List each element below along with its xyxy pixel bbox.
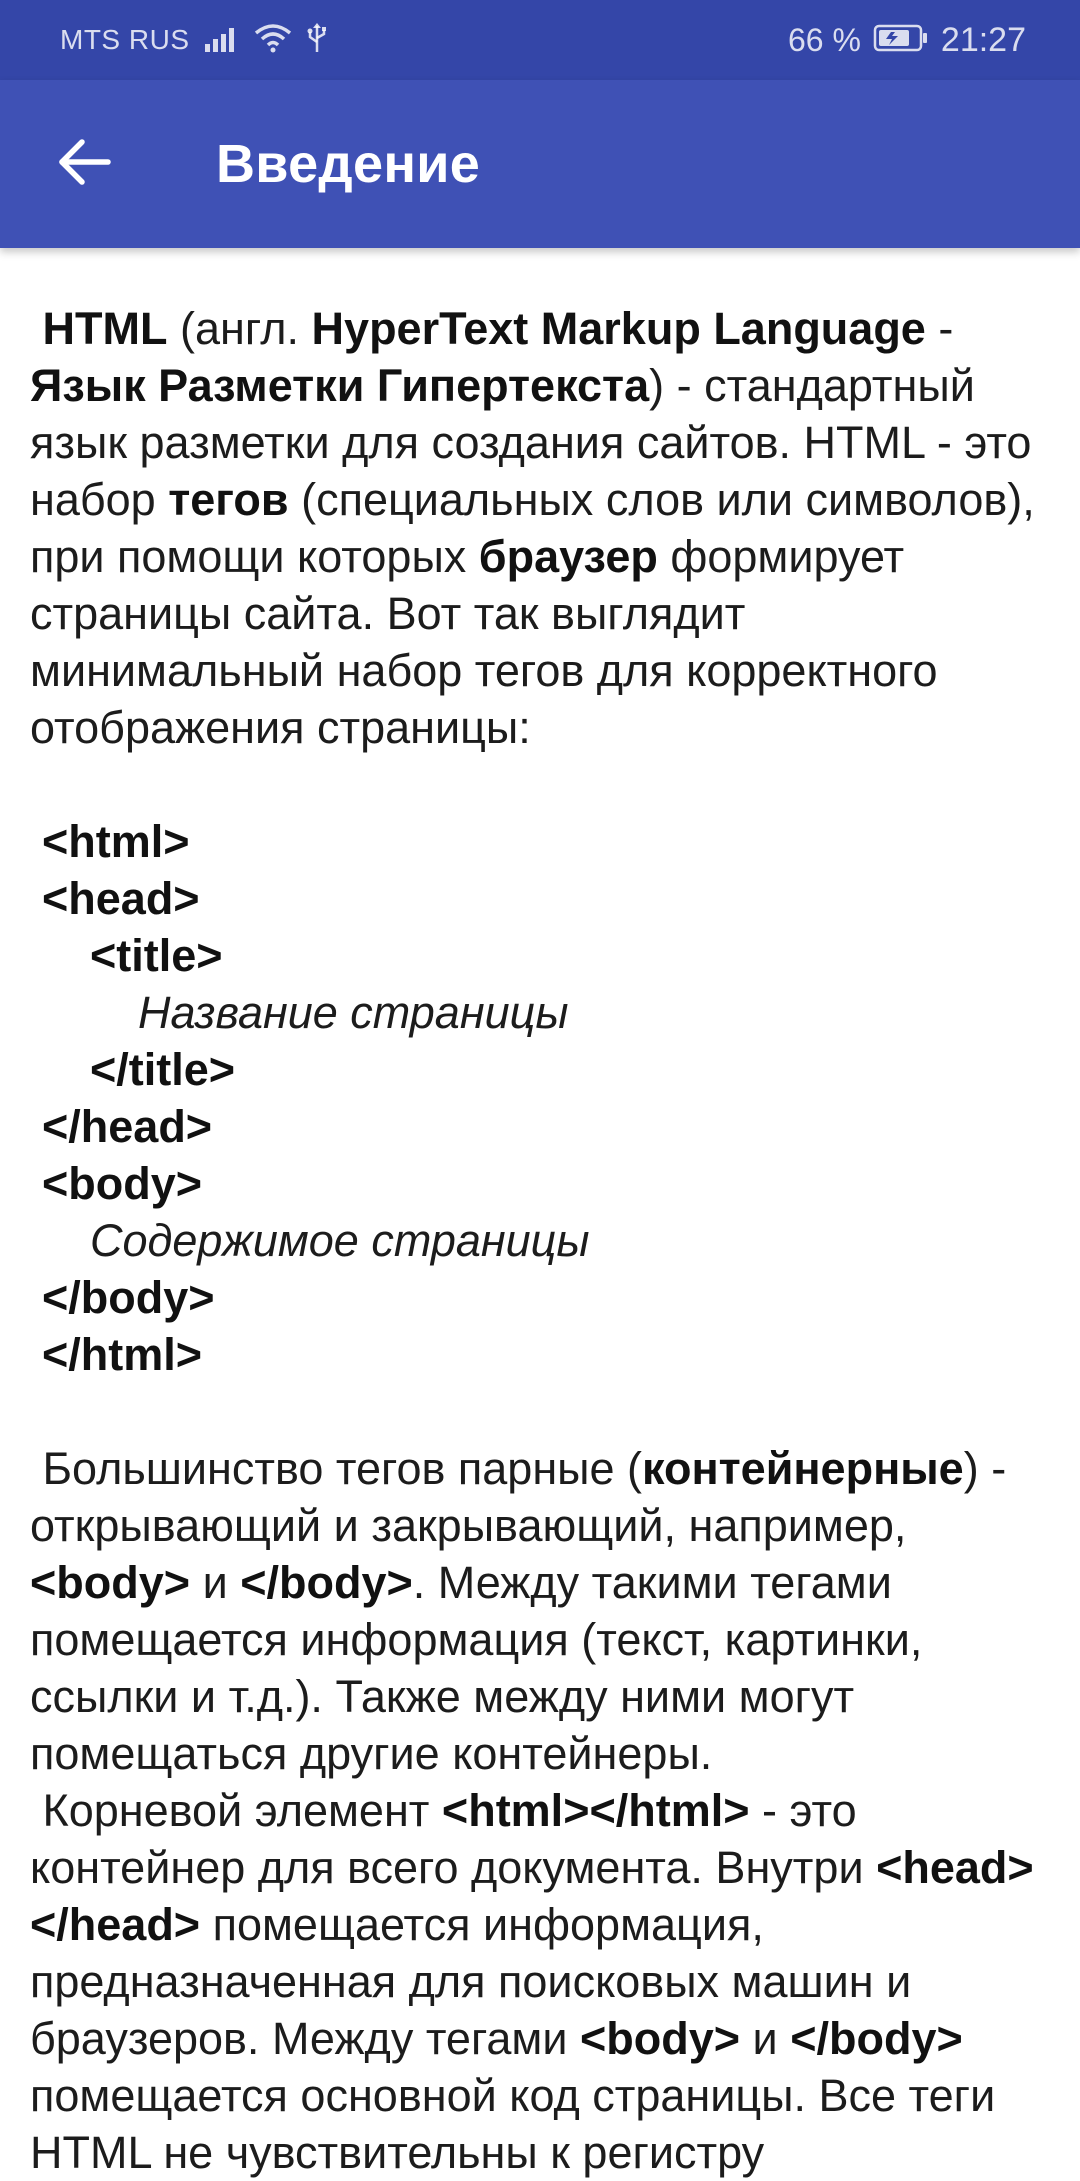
text: ) - стандартный язык разметки для создания сайтов. HTML - это набор — [30, 360, 1032, 525]
page-title: Введение — [216, 134, 481, 194]
text: - это контейнер для всего документа. Внутри — [30, 1785, 877, 1893]
text: и — [740, 2013, 791, 2064]
arrow-back-icon — [56, 138, 112, 191]
status-left — [60, 22, 328, 59]
spacer — [30, 756, 1050, 813]
code-line: </html> — [42, 1329, 203, 1380]
status-bar — [0, 0, 1080, 80]
code-line: </head> — [42, 1101, 213, 1152]
code-line: <html> — [42, 816, 190, 867]
term-head-tags: <head></head> — [30, 1842, 1034, 1950]
paragraph-paired-tags — [30, 1440, 1050, 1782]
code-line: </title> — [90, 1044, 236, 1095]
spacer — [30, 1383, 1050, 1440]
battery-icon — [873, 23, 929, 58]
usb-icon — [306, 22, 328, 59]
term-body-close: </body> — [240, 1557, 413, 1608]
term-html-tags: <html></html> — [441, 1785, 750, 1836]
text: формирует страницы сайта. Вот так выглядит минимальный набор тегов для корректного отображения страницы: — [30, 531, 938, 753]
text: . Между такими тегами помещается информация (текст, картинки, ссылки и т.д.). Также между ними могут помещаться другие контейнеры. — [30, 1557, 923, 1779]
term-hypertext: HyperText Markup Language — [311, 303, 926, 354]
term-tegov: тегов — [168, 474, 289, 525]
code-line: <title> — [90, 930, 223, 981]
term-brauzer: браузер — [478, 531, 658, 582]
text: (англ. — [167, 303, 312, 354]
article-content — [30, 300, 1050, 2181]
term-html: HTML — [42, 303, 168, 354]
app-bar — [0, 80, 1080, 248]
status-right — [788, 21, 1026, 60]
text: помещается основной код страницы. Все теги HTML не чувствительны к регистру — [30, 2070, 996, 2178]
clock: 21:27 — [940, 20, 1026, 59]
text: - — [925, 303, 954, 354]
text: ) - открывающий и закрывающий, например, — [30, 1443, 1007, 1551]
code-line: <body> — [42, 1158, 203, 1209]
text: Корневой элемент — [42, 1785, 442, 1836]
paragraph-intro — [30, 300, 1050, 756]
text: Большинство тегов парные ( — [42, 1443, 643, 1494]
code-line: </body> — [42, 1272, 215, 1323]
term-body-open: <body> — [30, 1557, 191, 1608]
battery-percent: 66 % — [787, 21, 861, 58]
code-line: <head> — [42, 873, 200, 924]
term-konteinernye: контейнерные — [642, 1443, 964, 1494]
back-button[interactable] — [48, 128, 120, 200]
signal-icon — [204, 24, 240, 57]
code-line: Содержимое страницы — [90, 1215, 590, 1266]
text: (специальных слов или символов), при помощи которых — [30, 474, 1035, 582]
text: и — [190, 1557, 241, 1608]
paragraph-root-element — [30, 1782, 1050, 2181]
carrier-name: MTS RUS — [60, 24, 190, 55]
code-example — [30, 813, 1050, 1383]
wifi-icon — [254, 23, 292, 58]
term-body-open: <body> — [579, 2013, 741, 2064]
code-line: Название страницы — [138, 987, 569, 1038]
term-yazyk: Язык Разметки Гипертекста — [30, 360, 650, 411]
text: помещается информация, предназначенная для поисковых машин и браузеров. Между тегами — [30, 1899, 912, 2064]
term-body-close: </body> — [790, 2013, 963, 2064]
